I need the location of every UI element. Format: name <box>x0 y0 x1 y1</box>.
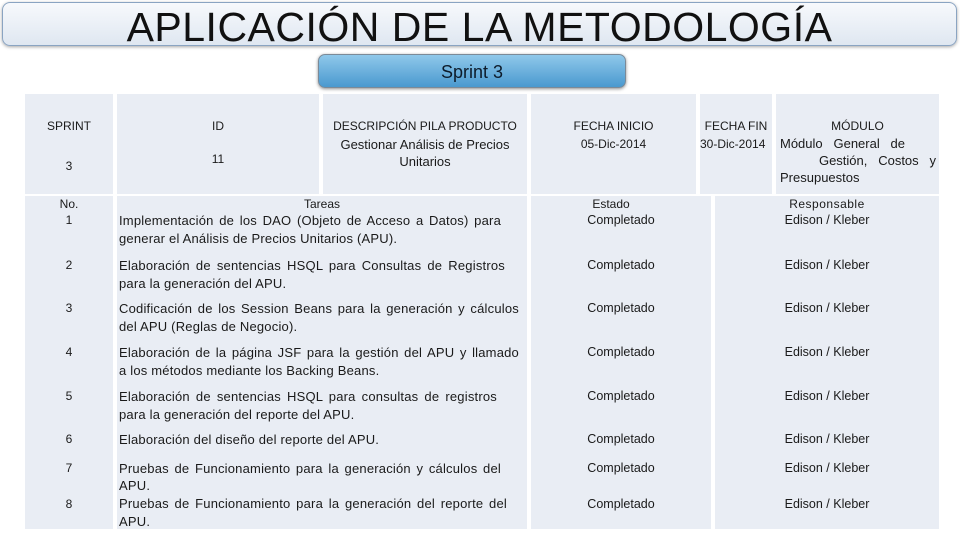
task-description-line1: Pruebas de Funcionamiento para la generación del reporte del <box>119 496 507 511</box>
task-description-line1: Codificación de los Session Beans para la generación y cálculos <box>119 301 519 316</box>
tasks-header-tareas: Tareas <box>303 197 341 211</box>
task-number: 3 <box>65 301 73 315</box>
id-cell <box>117 94 319 194</box>
tasks-header-estado: Estado <box>592 197 630 211</box>
no-column-cell <box>25 196 113 529</box>
estado-column-cell <box>531 196 711 529</box>
header-descripcion: DESCRIPCIÓN PILA PRODUCTO <box>333 119 517 133</box>
task-responsible: Edison / Kleber <box>784 461 870 475</box>
task-responsible: Edison / Kleber <box>784 301 870 315</box>
modulo-line-2: Gestión, Costos y <box>818 153 936 168</box>
task-description-line2: para la generación del APU. <box>119 276 287 291</box>
task-description-line2: del APU (Reglas de Negocio). <box>119 319 298 334</box>
task-description-line2: APU. <box>119 514 151 529</box>
task-responsible: Edison / Kleber <box>784 258 870 272</box>
task-description-line1: Elaboración de sentencias HSQL para consultas de registros <box>119 389 497 404</box>
task-responsible: Edison / Kleber <box>784 213 870 227</box>
header-sprint: SPRINT <box>46 119 91 133</box>
task-number: 7 <box>65 461 73 475</box>
task-description-line2: APU. <box>119 478 151 493</box>
header-fecha-fin: FECHA FIN <box>704 119 768 133</box>
task-description-line1: Elaboración de la página JSF para la gestión del APU y llamado <box>119 345 519 360</box>
modulo-line-3: Presupuestos <box>780 170 860 185</box>
task-description-line1: Elaboración del diseño del reporte del APU. <box>119 432 380 447</box>
sprint-badge: Sprint 3 <box>318 54 626 88</box>
task-number: 6 <box>65 432 73 446</box>
sprint-value: 3 <box>65 159 73 173</box>
fecha-inicio-value: 05-Dic-2014 <box>580 137 647 151</box>
tasks-header-no: No. <box>59 197 79 211</box>
task-status: Completado <box>587 432 655 446</box>
task-status: Completado <box>587 497 655 511</box>
responsable-column-cell <box>715 196 939 529</box>
task-number: 8 <box>65 497 73 511</box>
task-responsible: Edison / Kleber <box>784 345 870 359</box>
task-description-line1: Implementación de los DAO (Objeto de Acceso a Datos) para <box>119 213 501 228</box>
task-description-line2: para la generación del reporte del APU. <box>119 407 355 422</box>
descripcion-value: Gestionar Análisis de Precios Unitarios <box>340 137 510 169</box>
task-status: Completado <box>587 389 655 403</box>
task-responsible: Edison / Kleber <box>784 389 870 403</box>
header-modulo: MÓDULO <box>831 119 884 133</box>
task-status: Completado <box>587 345 655 359</box>
task-status: Completado <box>587 258 655 272</box>
task-number: 5 <box>65 389 73 403</box>
page-title: APLICACIÓN DE LA METODOLOGÍA <box>2 2 957 46</box>
task-number: 1 <box>65 213 73 227</box>
task-description-line1: Elaboración de sentencias HSQL para Consultas de Registros <box>119 258 505 273</box>
task-description-line2: generar el Análisis de Precios Unitarios (APU). <box>119 231 398 246</box>
sprint-cell <box>25 94 113 194</box>
task-status: Completado <box>587 301 655 315</box>
task-number: 4 <box>65 345 73 359</box>
task-status: Completado <box>587 461 655 475</box>
task-responsible: Edison / Kleber <box>784 432 870 446</box>
task-status: Completado <box>587 213 655 227</box>
task-description-line1: Pruebas de Funcionamiento para la generación y cálculos del <box>119 461 501 476</box>
header-id: ID <box>212 119 224 133</box>
task-number: 2 <box>65 258 73 272</box>
modulo-line-1: Módulo General de <box>780 136 906 151</box>
fecha-fin-value: 30-Dic-2014 <box>700 137 766 151</box>
tasks-header-responsable: Responsable <box>789 197 865 211</box>
header-fecha-inicio: FECHA INICIO <box>573 119 654 133</box>
task-description-line2: a los métodos mediante los Backing Beans. <box>119 363 380 378</box>
task-responsible: Edison / Kleber <box>784 497 870 511</box>
id-value: 11 <box>211 152 225 166</box>
